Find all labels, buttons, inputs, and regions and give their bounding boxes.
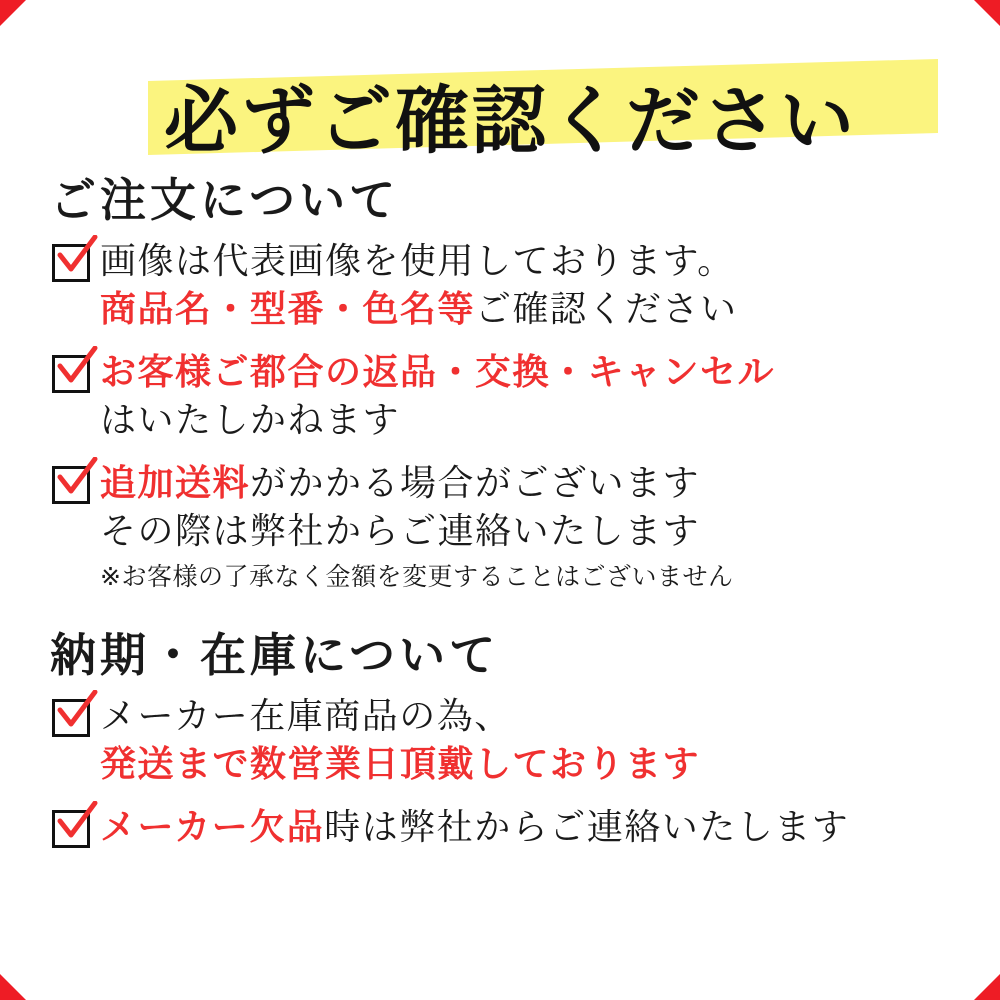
notice-item	[52, 693, 956, 788]
checkmark-icon	[52, 810, 90, 848]
notice-item	[52, 804, 956, 852]
checkmark-icon	[52, 355, 90, 393]
notice-line	[100, 286, 956, 334]
notice-line: 発送まで数営業日頂戴しております	[100, 743, 701, 785]
section-heading-orders: ご注文について	[50, 173, 400, 227]
checkmark-icon	[52, 244, 90, 282]
notice-item-text	[100, 460, 956, 593]
notice-line: お客様ご都合の返品・交換・キャンセル	[100, 352, 776, 394]
notice-item-text	[100, 804, 956, 852]
section-heading-delivery: 納期・在庫について	[50, 628, 500, 683]
notice-line: はいたしかねます	[100, 399, 401, 441]
notice-line: メーカー在庫商品の為、	[100, 696, 512, 738]
notice-line	[100, 804, 956, 852]
notice-line: 画像は代表画像を使用しております。	[100, 241, 735, 282]
notice-line-suffix: がかかる場合がございます	[250, 463, 701, 505]
headline-area	[44, 40, 956, 164]
notice-line: その際は弊社からご連絡いたします	[100, 510, 701, 552]
notice-item	[52, 460, 956, 593]
checkmark-icon	[52, 699, 90, 737]
notice-line-emphasis: 追加送料	[100, 463, 251, 505]
notice-line-suffix: 時は弊社からご連絡いたします	[324, 807, 850, 849]
notice-item	[52, 349, 956, 444]
notice-line-emphasis: 商品名・型番・色名等	[100, 288, 476, 330]
page-title: 必ずご確認ください	[164, 78, 857, 164]
notice-line-emphasis: メーカー欠品	[100, 807, 325, 849]
checkmark-icon	[52, 466, 90, 504]
notice-line-suffix: ご確認ください	[475, 288, 738, 330]
notice-item-text	[100, 693, 956, 788]
notice-item	[52, 238, 956, 333]
notice-item-text	[100, 349, 956, 444]
notice-item-text	[100, 238, 956, 333]
notice-footnote: ※お客様の了承なく金額を変更することはございません	[100, 562, 734, 592]
notice-line	[100, 460, 956, 508]
